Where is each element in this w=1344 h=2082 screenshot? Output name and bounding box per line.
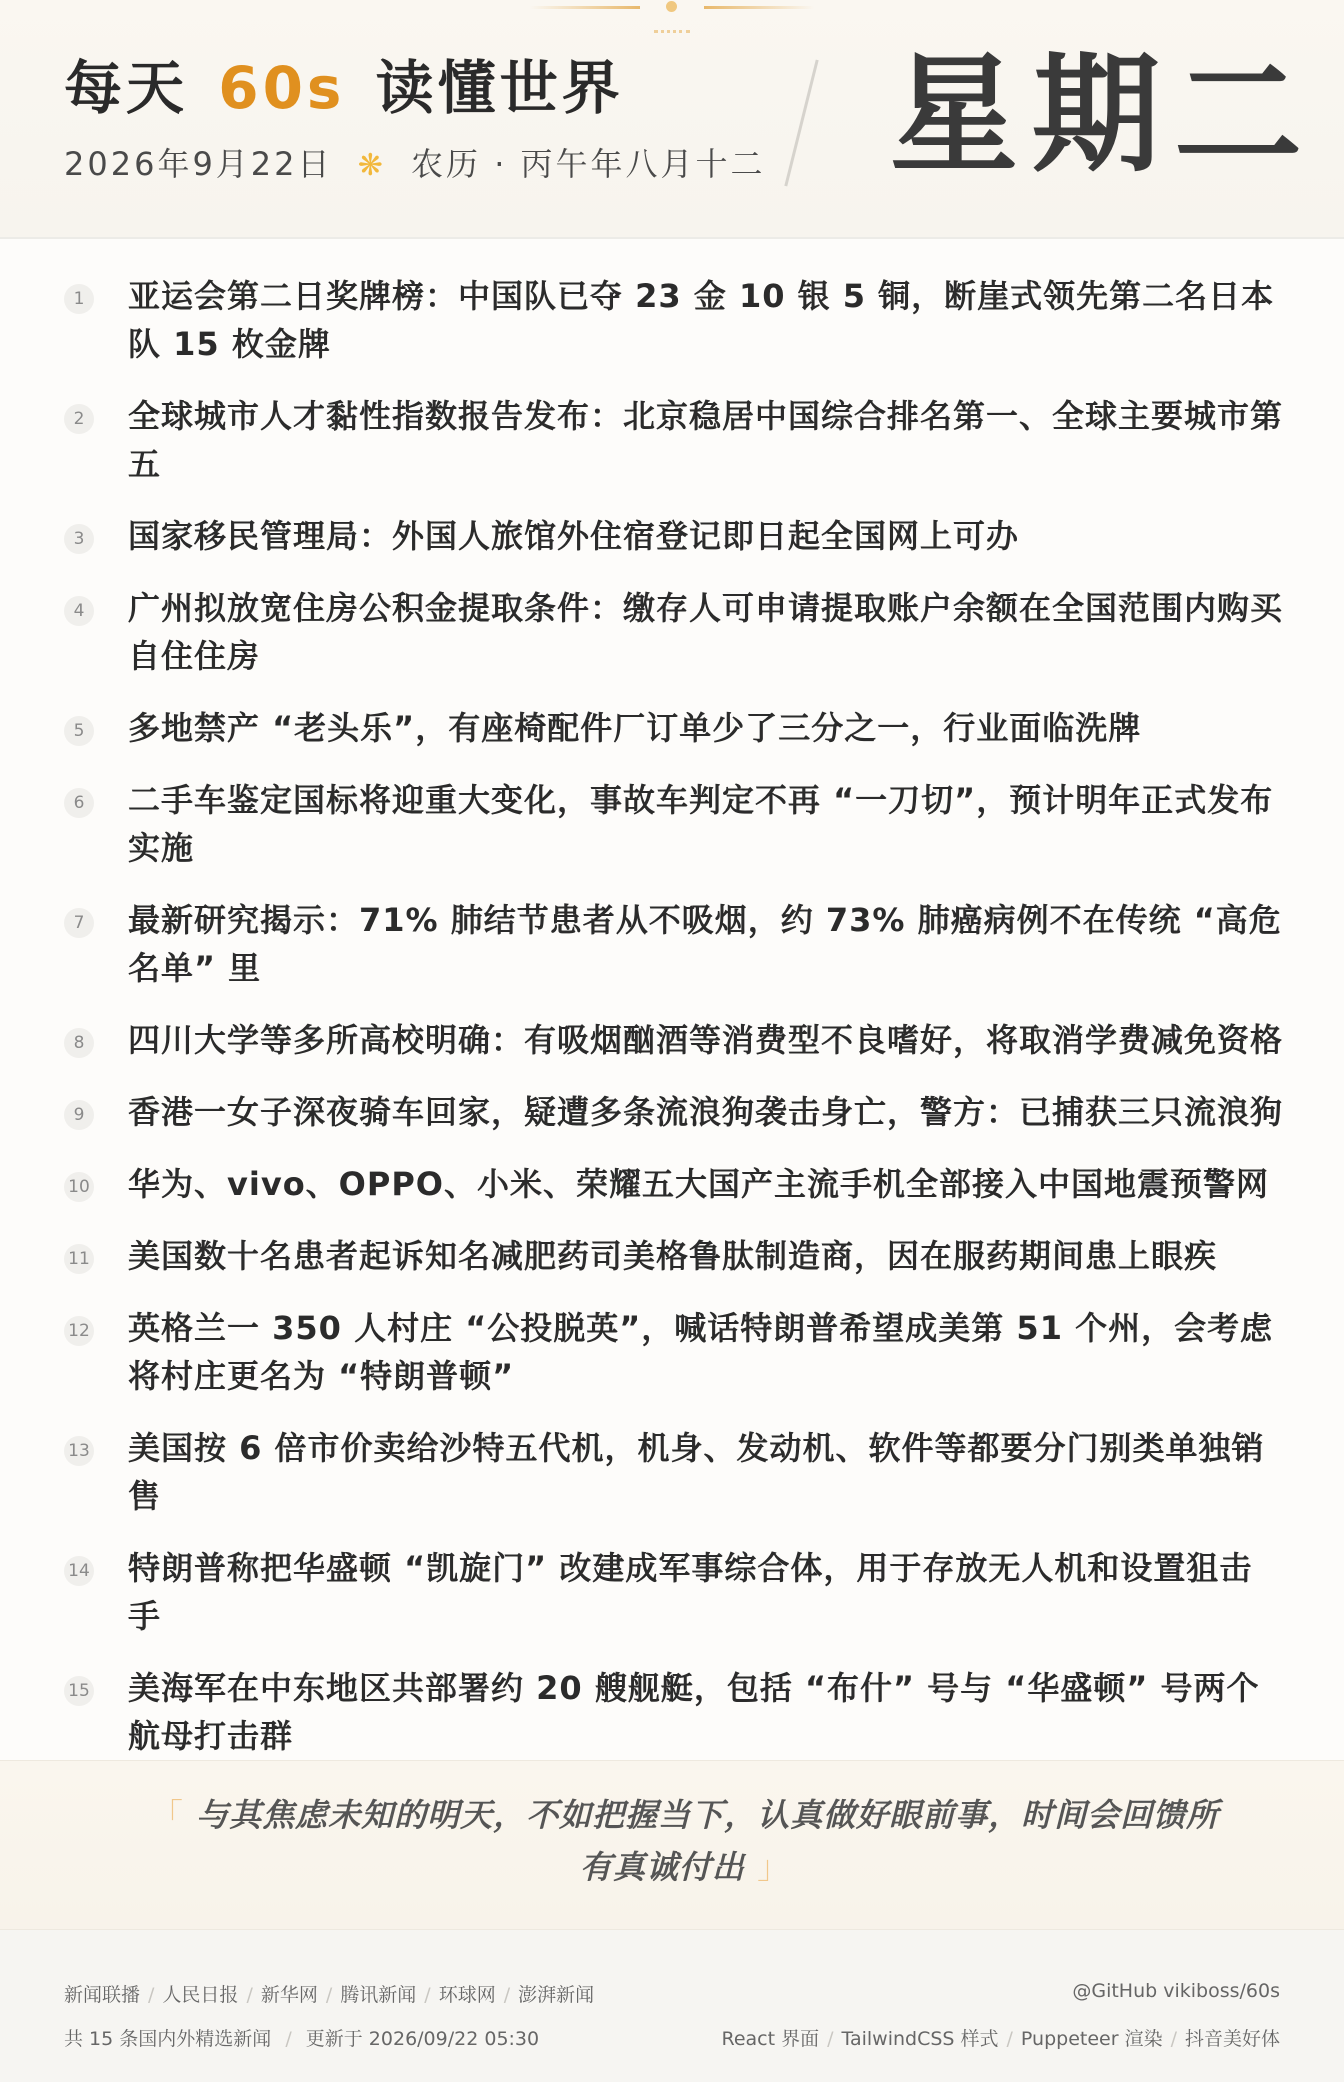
tech-item: React 界面 [721,2028,820,2050]
weekday: 星期二 [890,41,1317,190]
news-number: 8 [64,1028,94,1058]
news-headline: 华为、vivo、OPPO、小米、荣耀五大国产主流手机全部接入中国地震预警网 [128,1165,1269,1203]
ornament-dot [666,1,677,12]
news-number: 6 [64,788,94,818]
ornament-dots [654,30,690,33]
news-headline: 广州拟放宽住房公积金提取条件：缴存人可申请提取账户余额在全国范围内购买自住住房 [128,589,1284,675]
news-headline: 美国数十名患者起诉知名减肥药司美格鲁肽制造商，因在服药期间患上眼疾 [128,1237,1218,1275]
source-link[interactable]: 新华网 [260,1984,318,2006]
news-headline: 最新研究揭示：71% 肺结节患者从不吸烟，约 73% 肺癌病例不在传统 “高危名单” 里 [128,901,1282,987]
news-sources [64,1980,594,2007]
separator: / [285,2028,292,2050]
header [0,0,1344,239]
gregorian-date: 2026年9月22日 [64,145,333,183]
separator: / [503,1984,511,2006]
separator: / [1170,2028,1177,2050]
news-number: 15 [64,1676,94,1706]
news-item[interactable] [64,512,1284,560]
title-prefix: 每天 [64,54,189,122]
top-ornament [530,0,814,40]
quote-close-mark: 」 [757,1848,791,1886]
news-number: 12 [64,1316,94,1346]
news-item[interactable] [64,1160,1284,1208]
news-number: 4 [64,596,94,626]
title-accent: 60s [218,54,346,122]
source-link[interactable]: 新闻联播 [64,1984,141,2006]
news-item[interactable] [64,392,1284,488]
separator: / [246,1984,253,2006]
title-suffix: 读懂世界 [375,54,624,122]
lunar-date: 农历 · 丙午年八月十二 [411,145,766,183]
news-item[interactable] [64,776,1284,872]
header-divider [784,60,818,187]
date-line [64,142,766,188]
sun-icon: ❋ [357,148,386,183]
news-number: 13 [64,1436,94,1466]
repo-link[interactable]: @GitHub vikiboss/60s [1072,1980,1280,2002]
tech-item: 抖音美好体 [1184,2028,1280,2050]
news-headline: 国家移民管理局：外国人旅馆外住宿登记即日起全国网上可办 [128,517,1020,555]
updated-time: 更新于 2026/09/22 05:30 [305,2028,540,2050]
news-headline: 亚运会第二日奖牌榜：中国队已夺 23 金 10 银 5 铜，断崖式领先第二名日本队 15 枚金牌 [128,277,1275,363]
news-headline: 美国按 6 倍市价卖给沙特五代机，机身、发动机、软件等都要分门别类单独销售 [128,1429,1265,1515]
news-number: 10 [64,1172,94,1202]
quote-open-mark: 「 [150,1796,184,1834]
source-link[interactable]: 腾讯新闻 [340,1984,417,2006]
news-item[interactable] [64,584,1284,680]
news-number: 3 [64,524,94,554]
tech-item: Puppeteer 渲染 [1020,2028,1163,2050]
quote-text: 与其焦虑未知的明天，不如把握当下，认真做好眼前事，时间会回馈所有真诚付出 [196,1796,1220,1886]
news-number: 14 [64,1556,94,1586]
news-number: 7 [64,908,94,938]
separator: / [1006,2028,1013,2050]
news-item[interactable] [64,1664,1284,1760]
source-link[interactable]: 环球网 [438,1984,496,2006]
ornament-line-right [704,6,814,9]
news-item[interactable] [64,272,1284,368]
news-headline: 英格兰一 350 人村庄 “公投脱英”，喊话特朗普希望成美第 51 个州，会考虑将村庄更名为 “特朗普顿” [128,1309,1274,1395]
news-item[interactable] [64,1232,1284,1280]
separator: / [148,1984,155,2006]
daily-quote [140,1789,1230,1893]
news-headline: 四川大学等多所高校明确：有吸烟酗酒等消费型不良嗜好，将取消学费减免资格 [128,1021,1284,1059]
news-number: 2 [64,404,94,434]
news-item[interactable] [64,1088,1284,1136]
news-headline: 全球城市人才黏性指数报告发布：北京稳居中国综合排名第一、全球主要城市第五 [128,397,1284,483]
news-item[interactable] [64,704,1284,752]
news-list [0,272,1344,1784]
tech-stack [721,2024,1280,2051]
news-count: 共 15 条国内外精选新闻 [64,2028,272,2050]
news-headline: 特朗普称把华盛顿 “凯旋门” 改建成军事综合体，用于存放无人机和设置狙击手 [128,1549,1253,1635]
news-headline: 香港一女子深夜骑车回家，疑遭多条流浪狗袭击身亡，警方：已捕获三只流浪狗 [128,1093,1284,1131]
separator: / [827,2028,834,2050]
page-title [64,52,624,124]
quote-box [0,1760,1344,1930]
news-item[interactable] [64,1424,1284,1520]
footer [0,1930,1344,2082]
source-link[interactable]: 澎湃新闻 [518,1984,595,2006]
news-item[interactable] [64,1304,1284,1400]
news-number: 5 [64,716,94,746]
news-item[interactable] [64,1544,1284,1640]
footer-meta [64,2024,539,2051]
separator: / [325,1984,333,2006]
news-item[interactable] [64,1016,1284,1064]
news-number: 11 [64,1244,94,1274]
news-headline: 美海军在中东地区共部署约 20 艘舰艇，包括 “布什” 号与 “华盛顿” 号两个航母打击群 [128,1669,1260,1755]
source-link[interactable]: 人民日报 [162,1984,239,2006]
news-number: 9 [64,1100,94,1130]
tech-item: TailwindCSS 样式 [841,2028,999,2050]
news-number: 1 [64,284,94,314]
separator: / [424,1984,431,2006]
news-headline: 二手车鉴定国标将迎重大变化，事故车判定不再 “一刀切”，预计明年正式发布实施 [128,781,1274,867]
news-headline: 多地禁产 “老头乐”，有座椅配件厂订单少了三分之一，行业面临洗牌 [128,709,1142,747]
news-item[interactable] [64,896,1284,992]
ornament-line-left [530,6,640,9]
